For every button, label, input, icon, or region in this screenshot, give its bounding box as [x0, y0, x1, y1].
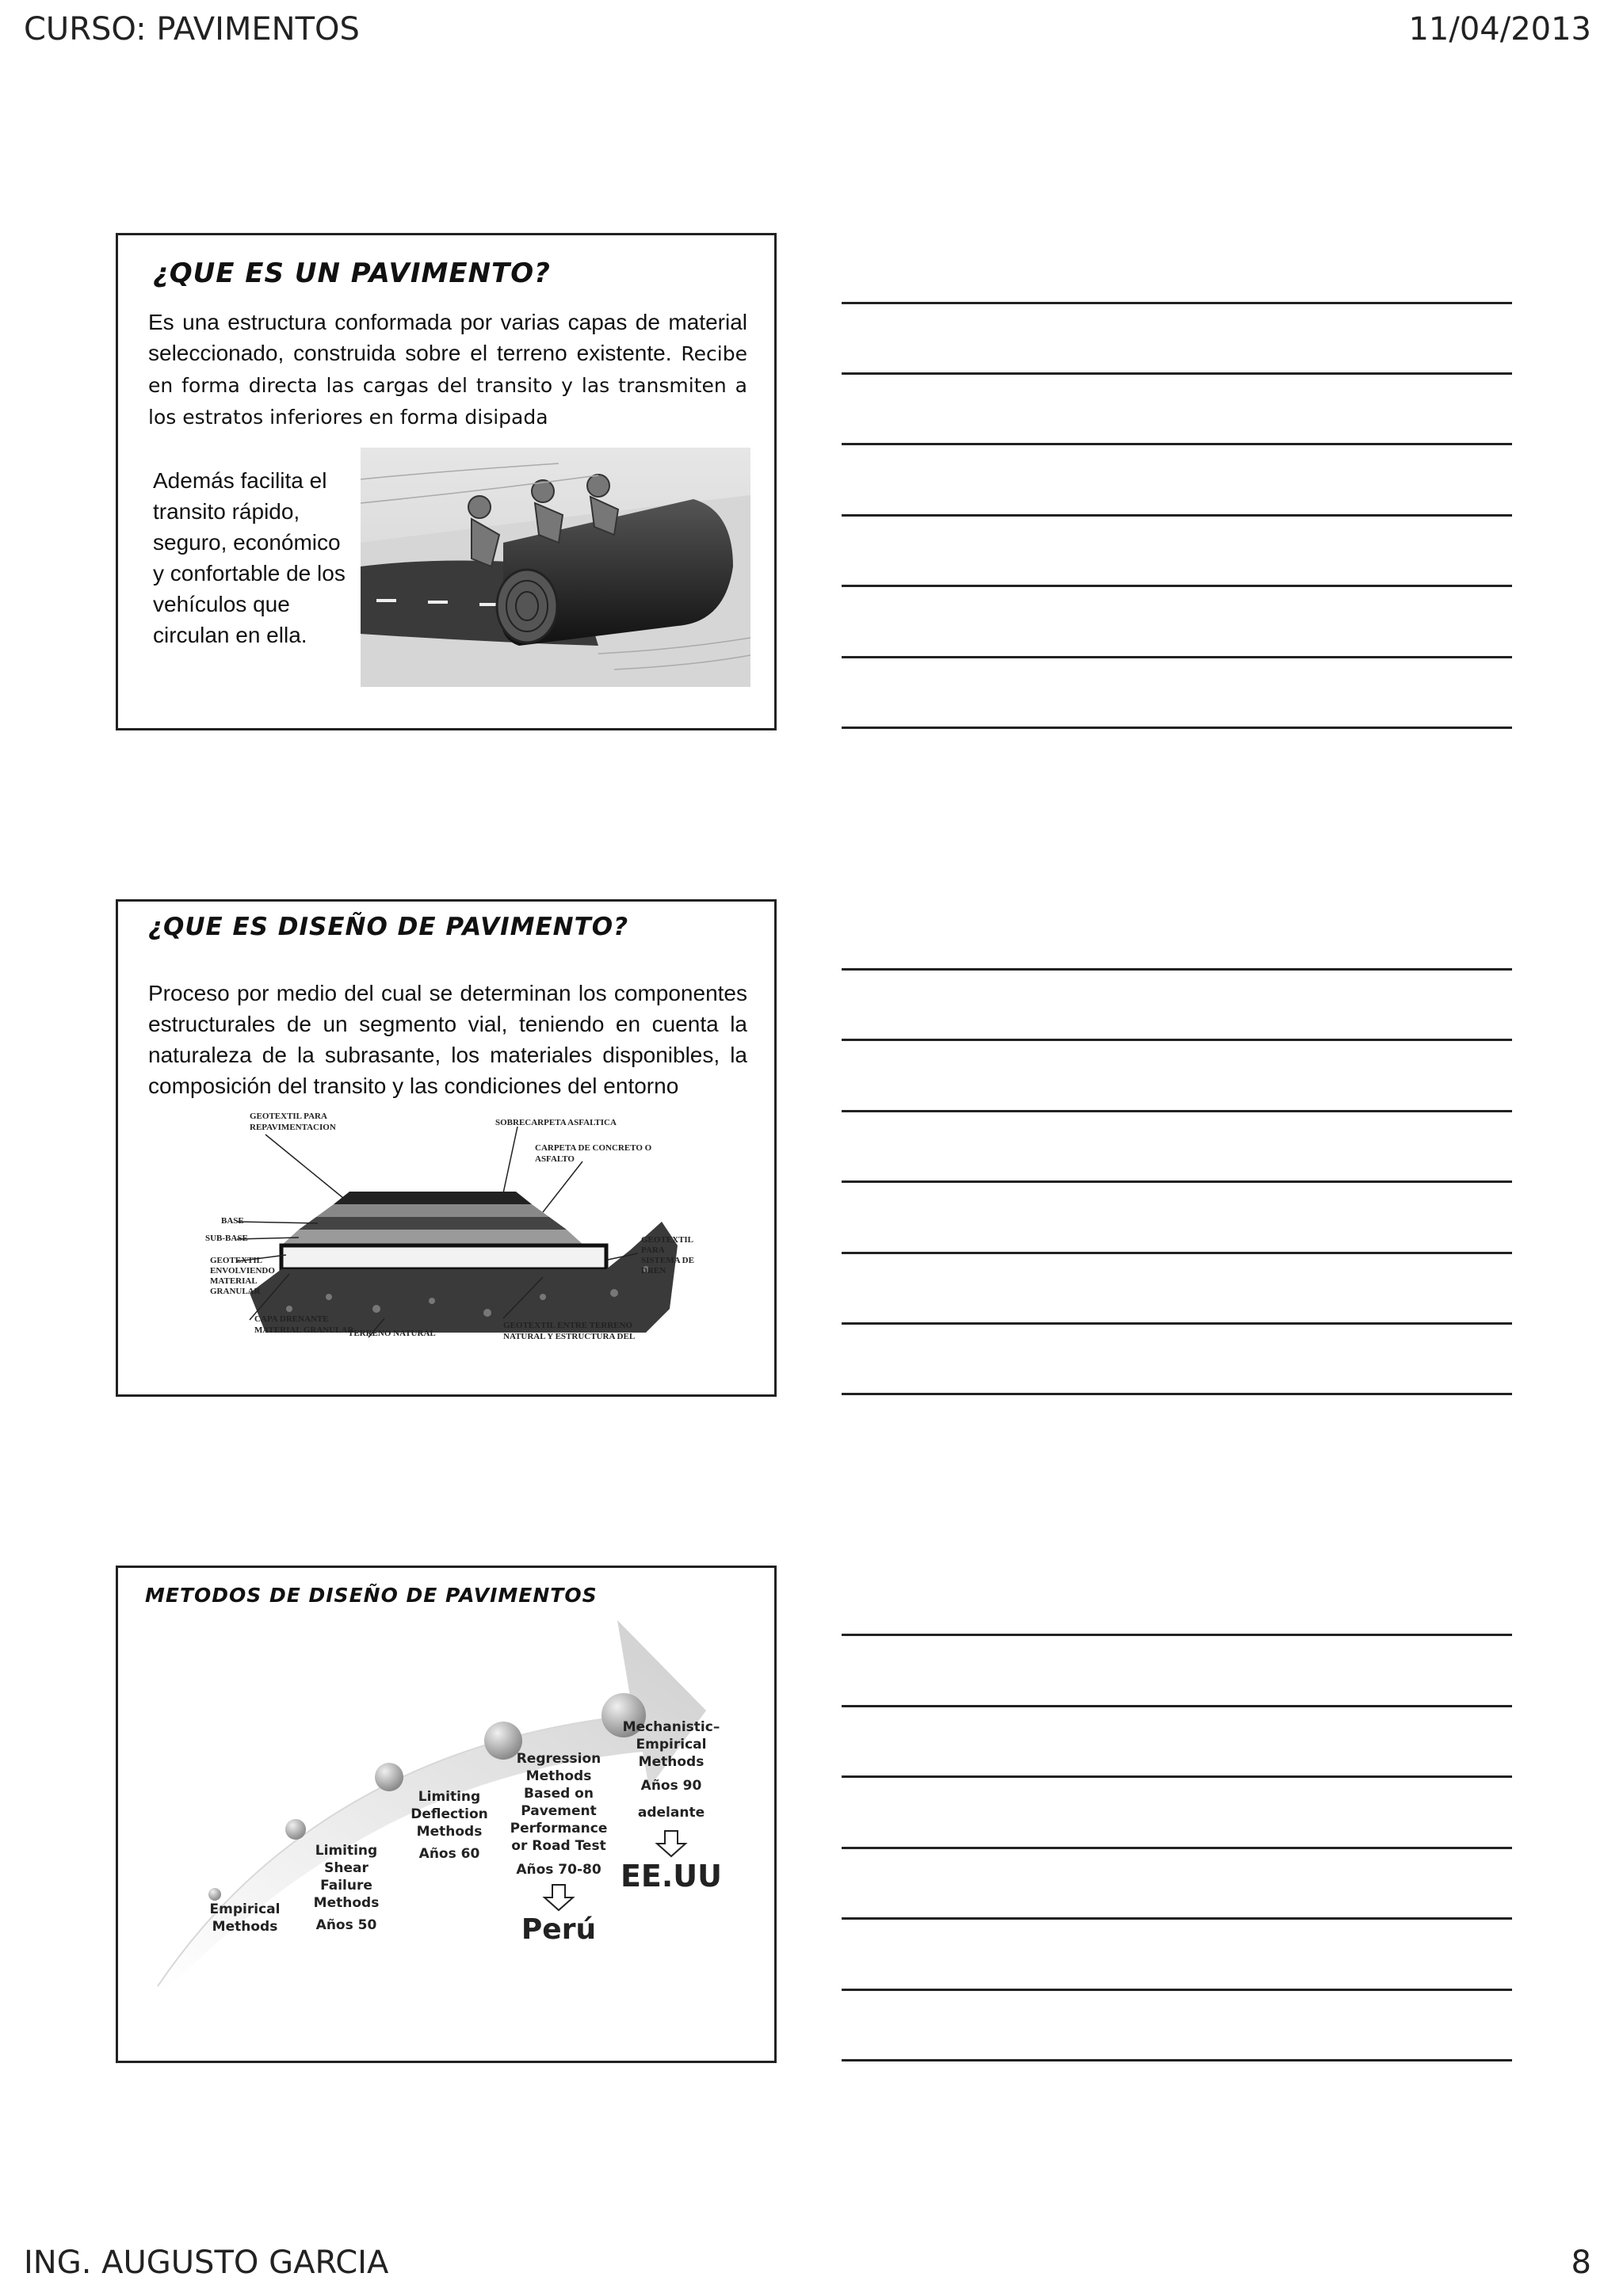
slide-3-title: METODOS DE DISEÑO DE PAVIMENTOS: [145, 1584, 598, 1607]
label-geotextil-terreno-2: NATURAL Y ESTRUCTURA DEL: [503, 1332, 636, 1341]
method-shear-line-1: Limiting: [315, 1843, 378, 1859]
slide-1-paragraph-plain: Es una estructura conformada por varias capas de material seleccionado, construida sobre el terreno existente.: [148, 310, 747, 365]
note-line: [842, 1110, 1512, 1112]
method-shear-line-4: Methods: [313, 1895, 380, 1911]
note-line: [842, 1847, 1512, 1849]
note-line: [842, 1917, 1512, 1920]
method-regression-line-1: Regression: [516, 1751, 601, 1767]
label-geotextil-dren-1: GEOTEXTIL: [641, 1235, 694, 1245]
note-line: [842, 656, 1512, 658]
label-capa-drenante-1: CAPA DRENANTE: [254, 1314, 329, 1324]
methods-timeline-diagram: [142, 1615, 768, 2043]
method-empirical-line-2: Methods: [212, 1919, 278, 1935]
note-line: [842, 585, 1512, 587]
note-line: [842, 1039, 1512, 1041]
method-regression-year: Años 70-80: [516, 1862, 601, 1878]
note-line: [842, 968, 1512, 971]
label-subbase: SUB-BASE: [205, 1234, 248, 1243]
method-deflection-year: Años 60: [418, 1846, 480, 1862]
method-shear-year: Años 50: [315, 1917, 377, 1933]
method-mechanistic-line-1: Mechanistic–: [622, 1719, 720, 1735]
method-mechanistic-year-2: adelante: [637, 1805, 705, 1821]
slide-2-paragraph: Proceso por medio del cual se determinan los componentes estructurales de un segmento vial, teniendo en cuenta la naturaleza de la subrasante, los materiales disponibles, la composición del transito y las condiciones del entorno: [148, 981, 747, 1098]
date-header: 11/04/2013: [1408, 11, 1591, 48]
road-rolling-illustration: [361, 448, 750, 687]
note-line: [842, 1634, 1512, 1636]
method-shear-line-3: Failure: [320, 1878, 372, 1894]
note-line: [842, 1989, 1512, 1991]
method-regression-line-3: Based on: [524, 1786, 594, 1802]
label-geotextil-dren-4: DREN: [641, 1266, 666, 1276]
label-capa-drenante-2: MATERIAL GRANULAR: [254, 1325, 354, 1335]
label-carpeta-2: ASFALTO: [535, 1154, 575, 1164]
label-geotextil-repav-1: GEOTEXTIL PARA: [250, 1112, 327, 1121]
slide-1-paragraph: [148, 307, 747, 433]
pavement-layers-diagram: [170, 1111, 728, 1348]
slide-2: [116, 899, 777, 1397]
method-mechanistic-line-2: Empirical: [636, 1737, 707, 1753]
label-geotextil-dren-3: SISTEMA DE: [641, 1256, 694, 1265]
label-geotextil-env-1: GEOTEXTIL: [210, 1256, 263, 1265]
method-shear-line-2: Shear: [324, 1860, 369, 1876]
author-footer: ING. AUGUSTO GARCIA: [24, 2245, 389, 2281]
note-line: [842, 1393, 1512, 1395]
label-sobrecarpeta: SOBRECARPETA ASFALTICA: [495, 1118, 617, 1127]
timeline-node-1: [208, 1888, 221, 1901]
timeline-node-2: [285, 1819, 306, 1840]
label-geotextil-env-3: MATERIAL: [210, 1276, 258, 1286]
note-line: [842, 1775, 1512, 1778]
label-geotextil-dren-2: PARA: [641, 1245, 665, 1255]
label-base: BASE: [221, 1216, 244, 1226]
note-line: [842, 1705, 1512, 1707]
slide-1-title: ¿QUE ES UN PAVIMENTO?: [153, 257, 551, 289]
slide-1-paragraph-emphasis: Recibe en forma directa las cargas del transito y las transmiten a los estratos inferiores en forma disipada: [148, 342, 747, 429]
note-line: [842, 1252, 1512, 1254]
note-line: [842, 1322, 1512, 1325]
method-regression-line-5: Performance: [510, 1821, 608, 1836]
note-line: [842, 1180, 1512, 1183]
method-regression-line-2: Methods: [525, 1768, 592, 1784]
label-geotextil-env-2: ENVOLVIENDO: [210, 1266, 275, 1276]
label-geotextil-terreno-1: GEOTEXTIL ENTRE TERRENO: [503, 1321, 633, 1330]
note-line: [842, 443, 1512, 445]
method-deflection-line-3: Methods: [416, 1824, 483, 1840]
method-mechanistic-line-3: Methods: [638, 1754, 705, 1770]
note-line: [842, 372, 1512, 375]
label-geotextil-repav-2: REPAVIMENTACION: [250, 1123, 336, 1132]
slide-1-side-text: Además facilita el transito rápido, seguro, económico y confortable de los vehículos que circulan en ella.: [153, 468, 346, 647]
country-peru: Perú: [521, 1913, 597, 1946]
method-mechanistic-year: Años 90: [640, 1778, 702, 1794]
label-carpeta-1: CARPETA DE CONCRETO O: [535, 1143, 652, 1153]
timeline-node-3: [375, 1763, 403, 1791]
method-empirical-line-1: Empirical: [209, 1901, 281, 1917]
note-line: [842, 2059, 1512, 2061]
note-line: [842, 514, 1512, 517]
slide-3: [116, 1566, 777, 2063]
slide-2-title: ¿QUE ES DISEÑO DE PAVIMENTO?: [148, 913, 629, 941]
label-terreno-natural: TERRENO NATURAL: [348, 1329, 436, 1338]
note-line: [842, 727, 1512, 729]
note-line: [842, 302, 1512, 304]
method-deflection-line-2: Deflection: [411, 1806, 488, 1822]
down-arrow-icon: [544, 1885, 573, 1910]
down-arrow-icon: [657, 1831, 685, 1856]
country-eeuu: EE.UU: [620, 1859, 723, 1894]
method-regression-line-6: or Road Test: [511, 1838, 606, 1854]
page-number: 8: [1571, 2245, 1591, 2281]
method-deflection-line-1: Limiting: [418, 1789, 481, 1805]
method-regression-line-4: Pavement: [521, 1803, 597, 1819]
slide-1: [116, 233, 777, 730]
course-header: CURSO: PAVIMENTOS: [24, 11, 360, 48]
label-geotextil-env-4: GRANULAR: [210, 1287, 261, 1296]
